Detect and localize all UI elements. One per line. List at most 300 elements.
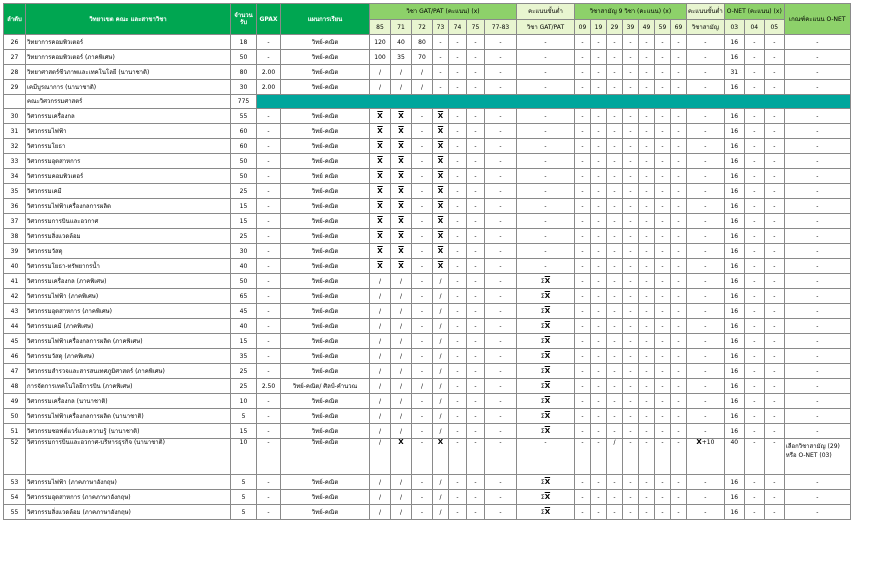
row-gat-77-83: - — [485, 475, 517, 490]
row-subj9-09: - — [575, 169, 591, 184]
col-criteria: เกณฑ์คะแนน O-NET — [784, 4, 850, 35]
row-gat-73: $\overline{X}$ — [433, 109, 449, 124]
row-faculty-name: วิทยาการคอมพิวเตอร์ (ภาคพิเศษ) — [26, 50, 231, 65]
row-onet-04: - — [744, 274, 764, 289]
row-gat-75: - — [467, 259, 485, 274]
row-subj9-39: - — [623, 259, 639, 274]
row-gat-72: - — [412, 214, 433, 229]
row-onet-04: - — [744, 409, 764, 424]
row-subj9-59: - — [655, 304, 671, 319]
row-faculty-name: วิศวกรรมโยธา — [26, 139, 231, 154]
row-subj9-39: - — [623, 169, 639, 184]
row-faculty-name: วิศวกรรมสิ่งแวดล้อม — [26, 229, 231, 244]
row-criteria: - — [784, 244, 850, 259]
row-subj9-29: - — [607, 364, 623, 379]
row-faculty-name: วิศวกรรมอุตสาหการ (ภาคภาษาอังกฤษ) — [26, 490, 231, 505]
row-gat-71: $\overline{X}$ — [391, 214, 412, 229]
row-subj9-59: - — [655, 490, 671, 505]
row-subj9-09: - — [575, 154, 591, 169]
row-amount: 60 — [231, 139, 257, 154]
row-plan: วิทย์-คณิต — [281, 154, 370, 169]
table-row — [4, 289, 851, 304]
row-amount: 50 — [231, 154, 257, 169]
row-gpax: - — [257, 490, 281, 505]
row-gpax: 2.00 — [257, 65, 281, 80]
row-gat-77-83: - — [485, 274, 517, 289]
row-onet-04: - — [744, 505, 764, 520]
row-amount: 50 — [231, 169, 257, 184]
row-subj9-min: - — [687, 505, 725, 520]
row-subj9-39: - — [623, 490, 639, 505]
gat-code-75: 75 — [467, 20, 485, 35]
row-subj9-39: - — [623, 35, 639, 50]
row-gat-77-83: - — [485, 229, 517, 244]
row-gat-85: $\overline{X}$ — [370, 214, 391, 229]
row-gat-72: / — [412, 80, 433, 95]
row-gat-min: - — [517, 229, 575, 244]
row-amount: 25 — [231, 184, 257, 199]
row-gat-min: $\Sigma\overline{X}$ — [517, 319, 575, 334]
row-subj9-min: - — [687, 274, 725, 289]
row-subj9-19: - — [591, 139, 607, 154]
row-subj9-39: - — [623, 379, 639, 394]
table-row — [4, 319, 851, 334]
row-subj9-09: - — [575, 319, 591, 334]
row-subj9-69: - — [671, 50, 687, 65]
row-onet-04: - — [744, 184, 764, 199]
row-onet-04: - — [744, 199, 764, 214]
row-onet-03: 16 — [724, 35, 744, 50]
row-gat-71: / — [391, 289, 412, 304]
row-gat-77-83: - — [485, 259, 517, 274]
row-onet-04: - — [744, 349, 764, 364]
row-gat-72: - — [412, 319, 433, 334]
row-onet-03: 16 — [724, 475, 744, 490]
row-gpax: - — [257, 259, 281, 274]
section-fill — [257, 95, 851, 109]
row-subj9-59: - — [655, 364, 671, 379]
row-plan: วิทย์-คณิต — [281, 65, 370, 80]
row-gat-73: / — [433, 319, 449, 334]
row-gat-min: $\Sigma\overline{X}$ — [517, 304, 575, 319]
row-subj9-49: - — [639, 199, 655, 214]
row-onet-04: - — [744, 364, 764, 379]
row-amount: 60 — [231, 124, 257, 139]
row-onet-04: - — [744, 244, 764, 259]
row-onet-04: - — [744, 475, 764, 490]
row-subj9-29: - — [607, 80, 623, 95]
row-criteria: - — [784, 334, 850, 349]
row-plan: วิทย์-คณิต — [281, 475, 370, 490]
row-gat-74: - — [449, 124, 467, 139]
row-gat-77-83: - — [485, 379, 517, 394]
row-amount: 45 — [231, 304, 257, 319]
admission-table-container — [3, 3, 851, 520]
row-subj9-min: - — [687, 289, 725, 304]
row-plan: วิทย์-คณิต — [281, 244, 370, 259]
row-subj9-09: - — [575, 80, 591, 95]
row-subj9-19: - — [591, 475, 607, 490]
row-gat-71: / — [391, 475, 412, 490]
row-gpax: - — [257, 394, 281, 409]
onet-code-05: 05 — [764, 20, 784, 35]
row-gat-72: - — [412, 244, 433, 259]
row-gat-85: $\overline{X}$ — [370, 169, 391, 184]
table-row — [4, 199, 851, 214]
subj9-code-29: 29 — [607, 20, 623, 35]
row-amount: 25 — [231, 364, 257, 379]
row-faculty-name: วิศวกรรมเคมี — [26, 184, 231, 199]
row-gat-min: $\Sigma\overline{X}$ — [517, 409, 575, 424]
row-gat-77-83: - — [485, 154, 517, 169]
row-criteria: - — [784, 319, 850, 334]
row-gat-72: - — [412, 199, 433, 214]
row-subj9-min: - — [687, 154, 725, 169]
row-gat-75: - — [467, 50, 485, 65]
row-subj9-49: - — [639, 139, 655, 154]
row-seq: 52 — [4, 439, 26, 475]
row-plan: วิทย์-คณิต — [281, 214, 370, 229]
row-criteria: - — [784, 505, 850, 520]
row-onet-03: 16 — [724, 409, 744, 424]
row-gat-72: - — [412, 289, 433, 304]
col-subj9-min: คะแนนขั้นต่ำ — [687, 4, 725, 20]
row-subj9-19: - — [591, 169, 607, 184]
row-criteria: - — [784, 109, 850, 124]
row-subj9-29: - — [607, 184, 623, 199]
row-gat-73: $\overline{X}$ — [433, 199, 449, 214]
row-onet-03: 16 — [724, 154, 744, 169]
row-subj9-69: - — [671, 439, 687, 475]
row-gat-74: - — [449, 109, 467, 124]
row-subj9-09: - — [575, 199, 591, 214]
row-subj9-39: - — [623, 409, 639, 424]
row-gpax: - — [257, 349, 281, 364]
row-subj9-49: - — [639, 304, 655, 319]
row-subj9-29: - — [607, 169, 623, 184]
row-subj9-09: - — [575, 424, 591, 439]
row-gat-75: - — [467, 274, 485, 289]
col-subj9-group: วิชาสามัญ 9 วิชา (คะแนน) (x) — [575, 4, 687, 20]
row-gat-75: - — [467, 505, 485, 520]
row-onet-04: - — [744, 65, 764, 80]
row-subj9-49: - — [639, 379, 655, 394]
row-seq: 51 — [4, 424, 26, 439]
row-gat-74: - — [449, 394, 467, 409]
row-gat-min: $\Sigma\overline{X}$ — [517, 394, 575, 409]
row-criteria: - — [784, 80, 850, 95]
row-gat-75: - — [467, 475, 485, 490]
row-gat-85: / — [370, 409, 391, 424]
row-gpax: - — [257, 199, 281, 214]
row-onet-03: 16 — [724, 214, 744, 229]
row-subj9-69: - — [671, 109, 687, 124]
row-subj9-49: - — [639, 475, 655, 490]
row-subj9-min: - — [687, 169, 725, 184]
table-row — [4, 244, 851, 259]
row-faculty-name: วิศวกรรมไฟฟ้าเครื่องกลการผลิต (นานาชาติ) — [26, 409, 231, 424]
header-row-1 — [4, 4, 851, 20]
row-plan: วิทย์-คณิต — [281, 184, 370, 199]
row-gat-74: - — [449, 364, 467, 379]
row-subj9-29: - — [607, 490, 623, 505]
row-subj9-19: - — [591, 259, 607, 274]
row-gat-77-83: - — [485, 184, 517, 199]
row-onet-03: 16 — [724, 394, 744, 409]
row-gat-74: - — [449, 304, 467, 319]
row-gat-min: $\Sigma\overline{X}$ — [517, 349, 575, 364]
row-plan: วิทย์-คณิต — [281, 349, 370, 364]
gat-code-74: 74 — [449, 20, 467, 35]
row-subj9-49: - — [639, 124, 655, 139]
row-gpax: 2.00 — [257, 80, 281, 95]
row-subj9-19: - — [591, 184, 607, 199]
row-onet-05: - — [764, 379, 784, 394]
row-subj9-39: - — [623, 199, 639, 214]
row-plan: วิทย์-คณิต — [281, 80, 370, 95]
table-row — [4, 35, 851, 50]
row-gat-71: / — [391, 505, 412, 520]
row-gat-71: / — [391, 364, 412, 379]
row-subj9-49: - — [639, 80, 655, 95]
table-row — [4, 139, 851, 154]
row-onet-04: - — [744, 394, 764, 409]
row-subj9-69: - — [671, 475, 687, 490]
row-amount: 50 — [231, 50, 257, 65]
row-gat-77-83: - — [485, 214, 517, 229]
row-seq: 37 — [4, 214, 26, 229]
row-gat-min: - — [517, 154, 575, 169]
row-seq: 29 — [4, 80, 26, 95]
row-gat-72: - — [412, 139, 433, 154]
row-gat-85: / — [370, 439, 391, 475]
row-gat-75: - — [467, 109, 485, 124]
row-plan: วิทย์-คณิต — [281, 505, 370, 520]
row-subj9-69: - — [671, 229, 687, 244]
row-subj9-59: - — [655, 65, 671, 80]
row-criteria: - — [784, 184, 850, 199]
row-gpax: - — [257, 289, 281, 304]
row-plan: วิทย์-คณิต — [281, 394, 370, 409]
row-gat-74: - — [449, 424, 467, 439]
row-subj9-39: - — [623, 50, 639, 65]
row-gat-77-83: - — [485, 199, 517, 214]
row-gat-min: - — [517, 50, 575, 65]
row-gat-75: - — [467, 424, 485, 439]
row-subj9-09: - — [575, 65, 591, 80]
row-faculty-name: วิศวกรรมการบินและอวกาศ-บริหารธุรกิจ (นานาชาติ) — [26, 439, 231, 475]
row-gpax: - — [257, 154, 281, 169]
row-gat-75: - — [467, 229, 485, 244]
row-subj9-min: - — [687, 124, 725, 139]
row-seq: 27 — [4, 50, 26, 65]
row-subj9-59: - — [655, 505, 671, 520]
row-subj9-69: - — [671, 394, 687, 409]
row-gpax: - — [257, 505, 281, 520]
row-gat-min: - — [517, 439, 575, 475]
row-subj9-min: - — [687, 304, 725, 319]
row-subj9-09: - — [575, 184, 591, 199]
row-subj9-69: - — [671, 289, 687, 304]
row-gat-74: - — [449, 35, 467, 50]
row-plan: วิทย์-คณิต — [281, 319, 370, 334]
row-subj9-59: - — [655, 319, 671, 334]
row-gat-77-83: - — [485, 169, 517, 184]
row-onet-05: - — [764, 124, 784, 139]
row-gat-73: - — [433, 50, 449, 65]
row-onet-05: - — [764, 80, 784, 95]
row-subj9-59: - — [655, 409, 671, 424]
row-faculty-name: วิศวกรรมคอมพิวเตอร์ — [26, 169, 231, 184]
row-gat-72: - — [412, 169, 433, 184]
table-row — [4, 475, 851, 490]
row-onet-03: 16 — [724, 244, 744, 259]
row-onet-04: - — [744, 490, 764, 505]
row-seq: 32 — [4, 139, 26, 154]
section-row — [4, 95, 851, 109]
row-subj9-49: - — [639, 214, 655, 229]
row-gpax: - — [257, 214, 281, 229]
row-subj9-69: - — [671, 124, 687, 139]
row-onet-05: - — [764, 184, 784, 199]
row-subj9-min: - — [687, 409, 725, 424]
row-amount: 40 — [231, 319, 257, 334]
row-criteria: - — [784, 199, 850, 214]
row-gat-74: - — [449, 319, 467, 334]
row-onet-03: 16 — [724, 334, 744, 349]
row-gat-73: / — [433, 409, 449, 424]
row-gat-71: $\overline{X}$ — [391, 184, 412, 199]
row-onet-05: - — [764, 349, 784, 364]
row-gat-74: - — [449, 139, 467, 154]
row-subj9-39: - — [623, 124, 639, 139]
row-subj9-min: - — [687, 139, 725, 154]
row-gat-73: / — [433, 289, 449, 304]
row-gpax: - — [257, 124, 281, 139]
row-subj9-39: - — [623, 334, 639, 349]
row-gat-85: / — [370, 349, 391, 364]
row-subj9-29: - — [607, 379, 623, 394]
col-gpax: GPAX — [257, 4, 281, 35]
row-subj9-39: - — [623, 394, 639, 409]
row-gat-77-83: - — [485, 35, 517, 50]
row-gpax: 2.50 — [257, 379, 281, 394]
row-gat-72: - — [412, 109, 433, 124]
row-onet-05: - — [764, 424, 784, 439]
row-criteria: เลือกวิชาสามัญ (29) หรือ O-NET (03) — [784, 439, 850, 475]
row-amount: 30 — [231, 244, 257, 259]
row-gat-71: / — [391, 274, 412, 289]
row-subj9-29: / — [607, 439, 623, 475]
col-onet-group: O-NET (คะแนน) (x) — [724, 4, 784, 20]
row-gat-73: $\overline{X}$ — [433, 139, 449, 154]
row-gat-75: - — [467, 349, 485, 364]
row-onet-05: - — [764, 244, 784, 259]
row-subj9-min: $\overline{X}+10$ — [687, 439, 725, 475]
row-criteria: - — [784, 274, 850, 289]
row-subj9-49: - — [639, 394, 655, 409]
gat-code-77-83: 77-83 — [485, 20, 517, 35]
table-row — [4, 80, 851, 95]
row-gat-75: - — [467, 394, 485, 409]
row-gat-74: - — [449, 274, 467, 289]
row-onet-05: - — [764, 35, 784, 50]
row-subj9-59: - — [655, 35, 671, 50]
table-row — [4, 334, 851, 349]
row-onet-05: - — [764, 259, 784, 274]
row-faculty-name: วิศวกรรมอุตสาหการ (ภาคพิเศษ) — [26, 304, 231, 319]
row-gat-85: $\overline{X}$ — [370, 229, 391, 244]
row-amount: 10 — [231, 394, 257, 409]
col-plan: แผนการเรียน — [281, 4, 370, 35]
table-row — [4, 65, 851, 80]
row-gat-85: / — [370, 475, 391, 490]
row-gat-71: $\overline{X}$ — [391, 124, 412, 139]
row-gat-73: / — [433, 364, 449, 379]
row-gat-75: - — [467, 154, 485, 169]
row-onet-05: - — [764, 50, 784, 65]
row-onet-04: - — [744, 304, 764, 319]
row-onet-03: 16 — [724, 319, 744, 334]
table-row — [4, 169, 851, 184]
row-gat-74: - — [449, 505, 467, 520]
row-gat-77-83: - — [485, 289, 517, 304]
row-subj9-19: - — [591, 154, 607, 169]
row-subj9-09: - — [575, 394, 591, 409]
row-onet-03: 16 — [724, 304, 744, 319]
row-gat-min: - — [517, 199, 575, 214]
row-gat-77-83: - — [485, 244, 517, 259]
row-gat-85: $\overline{X}$ — [370, 124, 391, 139]
row-amount: 18 — [231, 35, 257, 50]
subj9-code-19: 19 — [591, 20, 607, 35]
row-onet-03: 16 — [724, 274, 744, 289]
row-gat-74: - — [449, 80, 467, 95]
row-gat-74: - — [449, 334, 467, 349]
row-gat-74: - — [449, 65, 467, 80]
row-subj9-29: - — [607, 505, 623, 520]
row-plan: วิทย์-คณิต — [281, 334, 370, 349]
row-onet-04: - — [744, 319, 764, 334]
row-criteria: - — [784, 475, 850, 490]
row-plan: วิทย์-คณิต — [281, 490, 370, 505]
row-onet-04: - — [744, 214, 764, 229]
row-gat-77-83: - — [485, 394, 517, 409]
row-subj9-29: - — [607, 304, 623, 319]
row-subj9-69: - — [671, 139, 687, 154]
row-gat-77-83: - — [485, 124, 517, 139]
row-gat-77-83: - — [485, 424, 517, 439]
row-subj9-min: - — [687, 394, 725, 409]
row-gat-73: / — [433, 475, 449, 490]
row-subj9-min: - — [687, 80, 725, 95]
row-onet-05: - — [764, 199, 784, 214]
row-subj9-29: - — [607, 109, 623, 124]
row-plan: วิทย์-คณิต — [281, 289, 370, 304]
row-subj9-min: - — [687, 244, 725, 259]
row-gat-73: / — [433, 394, 449, 409]
row-gat-72: 80 — [412, 35, 433, 50]
row-subj9-29: - — [607, 334, 623, 349]
row-subj9-09: - — [575, 490, 591, 505]
subj9-code-39: 39 — [623, 20, 639, 35]
row-subj9-69: - — [671, 65, 687, 80]
row-subj9-59: - — [655, 439, 671, 475]
row-subj9-59: - — [655, 199, 671, 214]
row-subj9-09: - — [575, 214, 591, 229]
row-onet-05: - — [764, 304, 784, 319]
row-onet-05: - — [764, 214, 784, 229]
